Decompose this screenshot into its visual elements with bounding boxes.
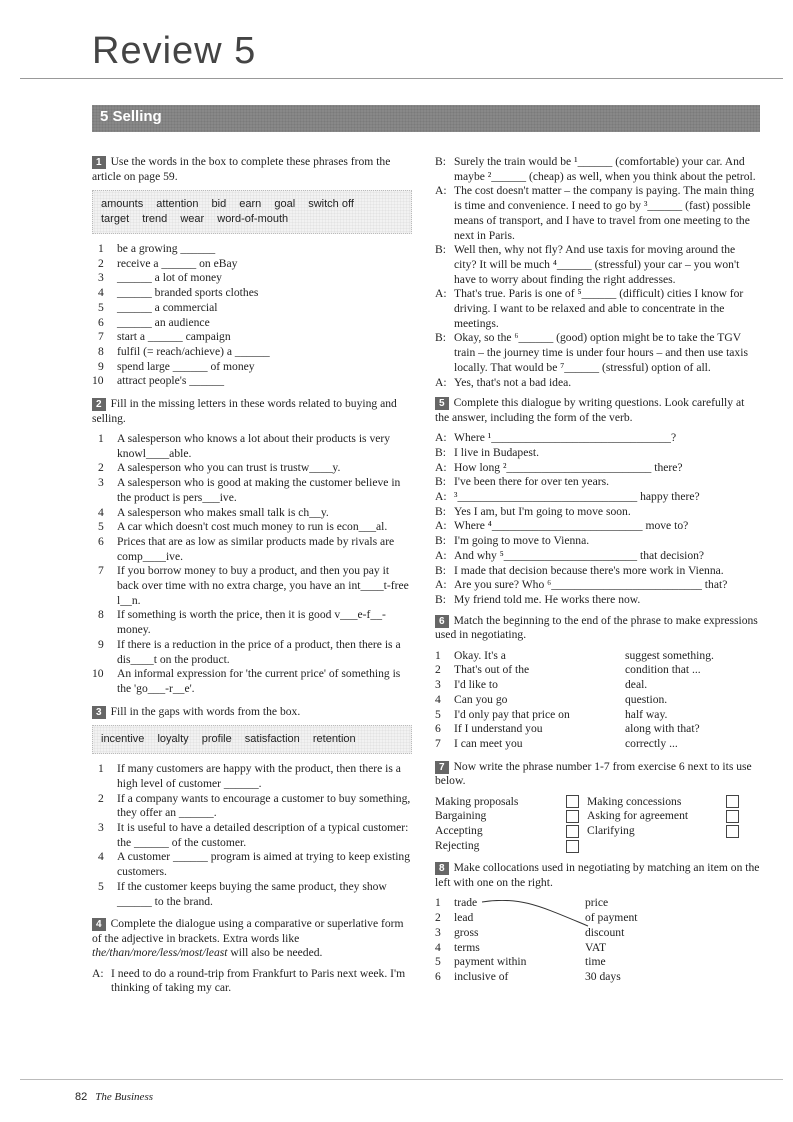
word: retention <box>312 733 356 746</box>
match-right-item: half way. <box>625 707 668 721</box>
match-right-item: correctly ... <box>625 736 678 750</box>
exercise-4-instruction: 4 Complete the dialogue using a comparative or superlative form of the adjective in brackets. Extra words like the/than/more/less/most/least will also be needed. <box>92 917 404 960</box>
answer-box[interactable] <box>726 825 739 838</box>
answer-box[interactable] <box>566 795 579 808</box>
list-item: 1 be a growing ______ <box>98 242 216 255</box>
list-item: 5 ______ a commercial <box>98 300 218 314</box>
word: switch off <box>308 198 354 210</box>
exercise-number-badge: 6 <box>435 615 449 628</box>
answer-box[interactable] <box>726 810 739 823</box>
dialogue-line: A: How long ²_________________________ there? <box>435 460 683 474</box>
match-left-item: 1 Okay. It's a <box>435 648 506 662</box>
word: word-of-mouth <box>217 213 289 225</box>
book-brand: The Business <box>95 1091 153 1103</box>
match-right-item: VAT <box>585 940 607 954</box>
section-title: 5 Selling <box>100 108 162 125</box>
match-right-item: 30 days <box>585 969 621 983</box>
page-number: 82 <box>75 1091 88 1103</box>
match-right-item: time <box>585 955 606 969</box>
list-item: 2 If a company wants to encourage a customer to buy something, they offer an ______. <box>98 791 411 820</box>
list-item: 4 A salesperson who makes small talk is ch__y. <box>98 505 329 519</box>
word: goal <box>274 198 296 210</box>
dialogue-line: B: Surely the train would be ¹______ (comfortable) your car. And maybe ²______ (cheap) as well, when you think about the petrol. <box>435 155 756 183</box>
exercise-6-instruction: 6 Match the beginning to the end of the phrase to make expressions used in negotiating. <box>435 613 758 642</box>
title-rule <box>20 78 783 79</box>
dialogue <box>435 431 760 607</box>
list-item: 7 start a ______ campaign <box>98 330 231 344</box>
word: amounts <box>101 198 144 210</box>
word: target <box>101 213 130 225</box>
category-row: Rejecting <box>435 839 587 854</box>
match-left-item: 4 terms <box>435 940 480 954</box>
dialogue-line: A: Yes, that's not a bad idea. <box>435 375 572 389</box>
exercise-8 <box>435 861 760 984</box>
match-right-item: condition that ... <box>625 663 701 677</box>
exercise-number-badge: 3 <box>92 706 106 719</box>
exercise-number-badge: 5 <box>435 397 449 410</box>
dialogue-line: B: I'm going to move to Vienna. <box>435 534 590 548</box>
dialogue-line: A: ³_______________________________ happy there? <box>435 490 700 504</box>
category-row: Making concessions <box>587 795 747 810</box>
list-item: 6 ______ an audience <box>98 315 210 329</box>
matching-list <box>435 649 760 752</box>
exercise-2 <box>92 397 412 697</box>
exercise-6 <box>435 614 760 752</box>
exercise-3 <box>92 705 412 910</box>
answer-box[interactable] <box>726 795 739 808</box>
list-item: 3 It is useful to have a detailed description of a typical customer: the ______ of the customer. <box>98 821 409 849</box>
exercise-1 <box>92 155 412 389</box>
exercise-number-badge: 2 <box>92 398 106 411</box>
left-column <box>92 155 412 1002</box>
word: incentive <box>101 733 145 746</box>
exercise-1-items <box>92 242 412 389</box>
dialogue-line: B: I live in Budapest. <box>435 445 540 459</box>
dialogue <box>435 155 760 390</box>
list-item: 1 If many customers are happy with the product, then there is a high level of customer ______. <box>98 762 401 790</box>
dialogue-line: A: That's true. Paris is one of ⁵______ (difficult) cities I know for driving. I want to be relaxed and able to concentrate in the meetings. <box>435 287 744 330</box>
list-item: 8 fulfil (= reach/achieve) a ______ <box>98 344 270 358</box>
category-row: Bargaining <box>435 809 587 824</box>
exercise-5-instruction: 5 Complete this dialogue by writing questions. Look carefully at the answer, including the form of the verb. <box>435 396 745 424</box>
exercise-7 <box>435 760 760 854</box>
dialogue-line: B: I made that decision because there's more work in Vienna. <box>435 563 724 577</box>
dialogue-line: A: Where ⁴__________________________ move to? <box>435 519 689 533</box>
dialogue <box>92 967 412 996</box>
list-item: 2 receive a ______ on eBay <box>98 256 238 270</box>
word: wear <box>180 213 205 225</box>
match-left-item: 1 trade <box>435 896 478 910</box>
exercise-1-instruction: 1 Use the words in the box to complete these phrases from the article on page 59. <box>92 155 391 183</box>
page-footer <box>75 1091 153 1103</box>
list-item: 4 A customer ______ program is aimed at trying to keep existing customers. <box>98 850 411 879</box>
list-item: 10 attract people's ______ <box>92 374 225 388</box>
list-item: 9 If there is a reduction in the price of a product, then there is a dis____t on the product. <box>98 637 401 666</box>
answer-box[interactable] <box>566 825 579 838</box>
word-box <box>92 190 412 234</box>
right-column <box>435 155 760 993</box>
list-item: 6 Prices that are as low as similar products made by rivals are comp____ive. <box>98 534 395 563</box>
match-left-item: 2 lead <box>435 911 474 925</box>
exercise-number-badge: 1 <box>92 156 106 169</box>
match-left-item: 4 Can you go <box>435 692 508 706</box>
word: trend <box>142 213 168 225</box>
answer-box[interactable] <box>566 810 579 823</box>
exercise-7-instruction: 7 Now write the phrase number 1-7 from exercise 6 next to its use below. <box>435 759 752 788</box>
word: attention <box>156 198 199 210</box>
exercise-number-badge: 8 <box>435 862 449 875</box>
word: loyalty <box>157 733 189 746</box>
dialogue-line: B: Okay, so the ⁶______ (good) option might be to take the TGV train – the journey time is under four hours – and then use taxis locally. That would be ⁷______ (stressful) option of all. <box>435 331 748 374</box>
exercise-3-instruction: 3 Fill in the gaps with words from the box. <box>92 705 412 720</box>
list-item: 2 A salesperson who you can trust is trustw____y. <box>98 461 341 475</box>
match-left-item: 6 inclusive of <box>435 969 509 983</box>
list-item: 8 If something is worth the price, then it is good v___e-f__-money. <box>98 608 386 637</box>
word: bid <box>211 198 227 210</box>
dialogue-line: A: The cost doesn't matter – the company is paying. The main thing is time and convenience. I need to go by ³______ (fast) possible means of transport, and I have to travel from one meeting to the next in Paris. <box>435 184 755 242</box>
match-left-item: 6 If I understand you <box>435 722 543 736</box>
page-title: Review 5 <box>92 30 257 72</box>
dialogue-line: A: And why ⁵_______________________ that decision? <box>435 548 705 562</box>
exercise-2-items <box>92 432 412 697</box>
list-item: 1 A salesperson who knows a lot about their products is very knowl____able. <box>98 432 391 460</box>
match-left-item: 5 payment within <box>435 955 527 969</box>
word-box <box>92 725 412 754</box>
list-item: 5 If the customer keeps buying the same product, they show ______ to the brand. <box>98 879 387 908</box>
match-right-item: of payment <box>585 911 638 925</box>
match-right-item: discount <box>585 925 625 939</box>
dialogue-line: B: My friend told me. He works there now. <box>435 592 641 606</box>
word: satisfaction <box>244 733 300 746</box>
exercise-3-items <box>92 762 412 909</box>
dialogue-line: B: Well then, why not fly? And use taxis for moving around the city? It will be much ⁴______ (stressful) your car – you won't have to worry about finding the right addresses. <box>435 243 740 286</box>
answer-boxes <box>435 795 760 854</box>
match-left-item: 3 gross <box>435 925 479 939</box>
exercise-number-badge: 7 <box>435 761 449 774</box>
category-row: Making proposals <box>435 795 587 810</box>
list-item: 3 A salesperson who is good at making the customer believe in the product is pers___ive. <box>98 476 401 504</box>
exercise-number-badge: 4 <box>92 918 106 931</box>
word: earn <box>239 198 262 210</box>
category-row: Accepting <box>435 824 587 839</box>
list-item: 10 An informal expression for 'the current price' of something is the 'go___-r__e'. <box>92 667 401 695</box>
match-left-item: 3 I'd like to <box>435 678 498 692</box>
exercise-2-instruction: 2 Fill in the missing letters in these words related to buying and selling. <box>92 397 397 425</box>
list-item: 7 If you borrow money to buy a product, and then you pay it back over time with no extra charge, you have an int____t-free l__n. <box>98 564 409 607</box>
exercise-5 <box>435 396 760 607</box>
match-right-item: suggest something. <box>625 648 714 662</box>
dialogue-line: A: Are you sure? Who ⁶__________________________ that? <box>435 578 728 592</box>
collocation-list <box>435 896 760 984</box>
section-banner <box>92 105 760 132</box>
list-item: 5 A car which doesn't cost much money to run is econ___al. <box>98 520 388 534</box>
footer-rule <box>20 1079 783 1080</box>
match-left-item: 2 That's out of the <box>435 663 530 677</box>
exercise-4 <box>92 917 412 996</box>
dialogue-line: B: I've been there for over ten years. <box>435 475 609 489</box>
answer-box[interactable] <box>566 840 579 853</box>
match-left-item: 7 I can meet you <box>435 736 523 750</box>
list-item: 4 ______ branded sports clothes <box>98 286 259 300</box>
match-right-item: along with that? <box>625 722 700 736</box>
dialogue-line: A: Where ¹_______________________________? <box>435 431 677 445</box>
category-row: Asking for agreement <box>587 809 747 824</box>
match-left-item: 5 I'd only pay that price on <box>435 707 570 721</box>
dialogue-line: B: Yes I am, but I'm going to move soon. <box>435 504 631 518</box>
match-right-item: price <box>585 896 609 910</box>
list-item: 3 ______ a lot of money <box>98 271 222 285</box>
list-item: 9 spend large ______ of money <box>98 359 255 373</box>
match-right-item: question. <box>625 692 668 706</box>
exercise-8-instruction: 8 Make collocations used in negotiating by matching an item on the left with one on the right. <box>435 861 760 889</box>
category-row: Clarifying <box>587 824 747 839</box>
match-right-item: deal. <box>625 678 648 692</box>
dialogue-line: A: I need to do a round-trip from Frankfurt to Paris next week. I'm thinking of taking my car. <box>92 966 406 995</box>
word: profile <box>201 733 232 746</box>
